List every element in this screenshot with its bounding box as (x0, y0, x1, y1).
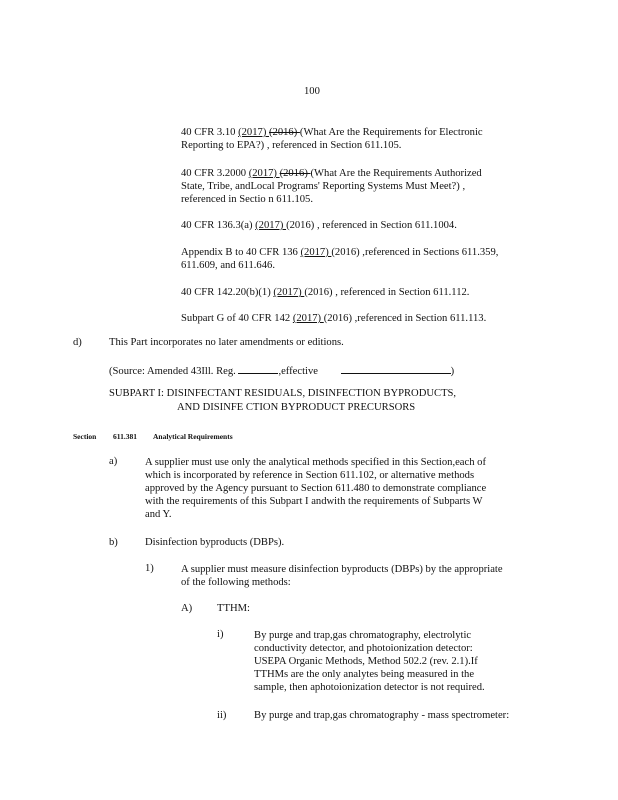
item-text: By purge and trap,gas chromatography - mass spectrometer: (254, 710, 510, 721)
section-number: 611.381 (113, 432, 137, 441)
subpart-heading: AND DISINFE CTION BYPRODUCT PRECURSORS (177, 402, 416, 413)
item-text: A supplier must use only the analytical methods specified in this Section,each of which is incorporated by reference in Section 611.102, or alternative methods approved by the Agency pursuant to Section 611.480 to demonstrate compliance with the requirements of this Subpart I andwith the requirements of Subparts W and Y. (145, 457, 487, 520)
item-label: a) (109, 456, 118, 467)
reference-entry: 40 CFR 3.10 (2017) (2016) (What Are the Requirements for Electronic Reporting to EPA?) , referenced in Section 611.105. (181, 127, 483, 151)
reference-entry: 40 CFR 136.3(a) (2017) (2016) , referenced in Section 611.1004. (181, 220, 457, 231)
source-note: (Source: Amended 43Ill. Reg. ,effective ) (109, 363, 454, 377)
item-label: A) (181, 603, 193, 614)
item-text: By purge and trap,gas chromatography, electrolytic conductivity detector, and photoionization detector: USEPA Organic Methods, Method 502.2 (rev. 2.1).If TTHMs are the only analytes being measured in the sample, then aphotoionization detector is not required. (254, 630, 485, 693)
reference-entry: Appendix B to 40 CFR 136 (2017) (2016) ,referenced in Sections 611.359, 611.609, and 611.646. (181, 247, 499, 271)
reference-entry: 40 CFR 3.2000 (2017) (2016) (What Are the Requirements Authorized State, Tribe, andLocal Programs' Reporting Systems Must Meet?) , referenced in Sectio n 611.105. (181, 168, 482, 205)
item-text: This Part incorporates no later amendments or editions. (109, 337, 344, 348)
page-number: 100 (304, 86, 320, 97)
item-label: 1) (145, 563, 154, 574)
section-label: Section (73, 432, 97, 441)
section-title: Analytical Requirements (153, 432, 233, 441)
item-label: i) (217, 629, 224, 640)
item-label: ii) (217, 710, 227, 721)
item-label: d) (73, 337, 82, 348)
subpart-heading: SUBPART I: DISINFECTANT RESIDUALS, DISINFECTION BYPRODUCTS, (109, 388, 457, 399)
item-text: Disinfection byproducts (DBPs). (145, 537, 285, 548)
item-text: A supplier must measure disinfection byproducts (DBPs) by the appropriate of the following methods: (181, 564, 503, 588)
reference-entry: Subpart G of 40 CFR 142 (2017) (2016) ,referenced in Section 611.113. (181, 313, 487, 324)
reference-entry: 40 CFR 142.20(b)(1) (2017) (2016) , referenced in Section 611.112. (181, 287, 470, 298)
item-label: b) (109, 537, 118, 548)
item-text: TTHM: (217, 603, 250, 614)
